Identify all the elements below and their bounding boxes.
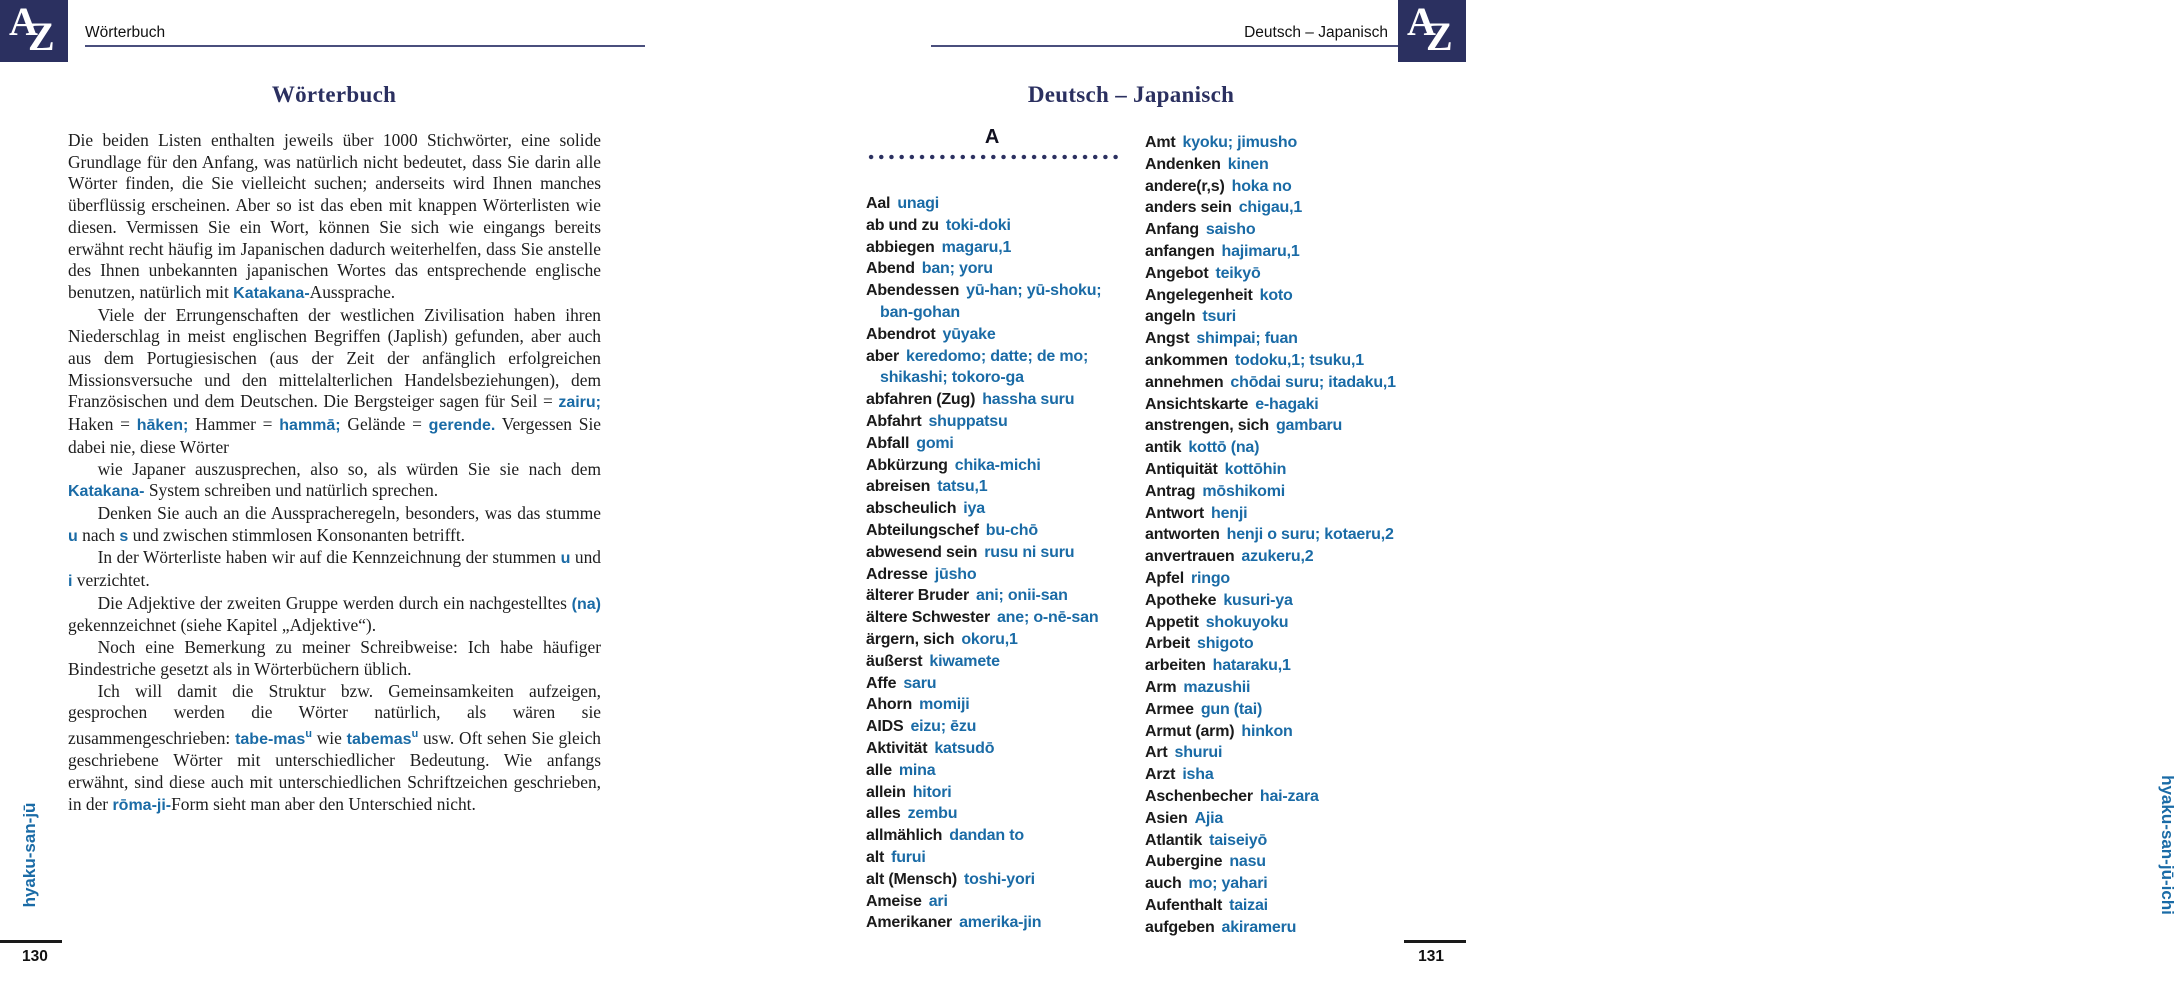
entry-japanese: toki-doki — [945, 216, 1011, 234]
entry-japanese: henji o suru; kotaeru,2 — [1226, 526, 1394, 544]
dict-entry — [1145, 808, 1397, 830]
entry-japanese: chika-michi — [954, 456, 1041, 474]
entry-german: Atlantik — [1145, 831, 1203, 849]
entry-japanese: mazushii — [1183, 678, 1251, 696]
entry-japanese: Ajia — [1194, 809, 1224, 827]
entry-japanese: mōshikomi — [1202, 482, 1286, 500]
running-head-right: Deutsch – Japanisch — [1244, 24, 1388, 41]
entry-german: Abteilungschef — [866, 521, 979, 539]
entry-german: Aufenthalt — [1145, 896, 1223, 914]
dict-entry — [1145, 568, 1397, 590]
entry-german: abfahren (Zug) — [866, 391, 976, 409]
japanese-term: hammā; — [279, 417, 341, 435]
entry-japanese: kyoku; jimusho — [1182, 134, 1298, 151]
entry-japanese: chōdai suru; itadaku,1 — [1230, 373, 1396, 391]
body-text-segment: und — [570, 547, 601, 568]
body-text-segment: Noch eine Bemerkung zu meiner Schreibweise: Ich habe häufiger Bindestriche gesetzt als in Wörterbüchern üblich. — [68, 637, 601, 679]
dict-entry — [866, 237, 1118, 259]
entry-japanese: saisho — [1205, 221, 1256, 239]
entry-german: alt — [866, 848, 885, 866]
entry-japanese: hataraku,1 — [1212, 657, 1291, 675]
logo-letter-z: Z — [28, 14, 55, 59]
entry-german: auch — [1145, 875, 1182, 893]
entry-german: anstrengen, sich — [1145, 417, 1269, 435]
entry-japanese: iya — [963, 500, 985, 518]
dict-entry — [1145, 677, 1397, 699]
entry-japanese: momiji — [919, 696, 970, 714]
entry-german: Armut (arm) — [1145, 722, 1235, 740]
entry-german: ärgern, sich — [866, 630, 955, 648]
paragraph — [68, 593, 601, 637]
entry-german: Amt — [1145, 134, 1176, 151]
side-label-left: hyaku-san-jū — [20, 802, 39, 908]
dict-entry — [866, 694, 1118, 716]
entry-japanese: keredomo; datte; de mo; shikashi; tokoro-ga — [880, 347, 1089, 387]
entry-german: Angelegenheit — [1145, 286, 1253, 304]
entry-german: Asien — [1145, 809, 1188, 827]
entry-german: Armee — [1145, 700, 1194, 718]
dict-entry — [866, 825, 1118, 847]
entry-german: aufgeben — [1145, 918, 1215, 936]
japanese-term: u — [411, 727, 419, 740]
dict-entry — [866, 782, 1118, 804]
entry-japanese: kiwamete — [929, 652, 1000, 670]
entry-japanese: ari — [928, 892, 948, 910]
entry-german: Abfahrt — [866, 412, 922, 430]
dict-entry — [866, 280, 1118, 324]
entry-japanese: shokuyoku — [1205, 613, 1289, 631]
entry-german: anvertrauen — [1145, 548, 1235, 566]
entry-japanese: todoku,1; tsuku,1 — [1234, 351, 1364, 369]
dict-entry — [1145, 132, 1397, 154]
entry-german: Angst — [1145, 330, 1190, 348]
body-text-segment: gekennzeichnet (siehe Kapitel „Adjektive“). — [68, 615, 377, 636]
body-text-segment: Gelände = — [340, 414, 429, 435]
entry-german: Affe — [866, 674, 897, 692]
entry-japanese: e-hagaki — [1255, 395, 1319, 413]
section-letter: A — [984, 126, 1000, 148]
entry-german: alt (Mensch) — [866, 870, 957, 888]
entry-german: ältere Schwester — [866, 609, 990, 627]
body-text-segment: In der Wörterliste haben wir auf die Kennzeichnung der stummen — [97, 547, 561, 568]
entry-japanese: hassha suru — [982, 391, 1075, 409]
body-text-segment: Vergessen Sie dabei nie, diese Wörter — [68, 414, 601, 457]
entry-japanese: mo; yahari — [1188, 875, 1268, 893]
dict-entry — [866, 193, 1118, 215]
entry-german: Antwort — [1145, 504, 1205, 522]
dict-entry — [866, 542, 1118, 564]
entry-german: alles — [866, 805, 901, 823]
entry-japanese: hinkon — [1241, 722, 1293, 740]
dict-entry — [866, 389, 1118, 411]
japanese-term: hāken; — [136, 417, 189, 435]
entry-japanese: kinen — [1227, 155, 1269, 173]
dict-entry — [1145, 263, 1397, 285]
entry-german: Ameise — [866, 892, 922, 910]
entry-german: andere(r,s) — [1145, 177, 1225, 195]
body-text-segment: Hammer = — [188, 414, 280, 435]
entry-japanese: hajimaru,1 — [1221, 242, 1300, 260]
entry-japanese: gambaru — [1275, 417, 1343, 435]
entry-japanese: gomi — [916, 434, 954, 452]
dict-entry — [1145, 764, 1397, 786]
dict-entry — [1145, 742, 1397, 764]
dictionary-column-2 — [1145, 132, 1397, 938]
entry-japanese: furui — [891, 848, 926, 866]
body-text-segment: Aussprache. — [309, 281, 396, 302]
dict-entry — [866, 803, 1118, 825]
entry-german: Anfang — [1145, 221, 1199, 239]
entry-german: angeln — [1145, 308, 1196, 326]
body-text-segment: Denken Sie auch an die Ausspracheregeln, besonders, was das stumme — [97, 502, 601, 523]
running-head-left: Wörterbuch — [85, 24, 166, 41]
entry-japanese: katsudō — [934, 739, 995, 757]
page-number-right: 131 — [1418, 948, 1444, 965]
dict-entry — [866, 891, 1118, 913]
right-page — [733, 0, 2177, 1000]
entry-japanese: isha — [1182, 766, 1214, 784]
page-number-left: 130 — [22, 948, 48, 965]
dict-entry — [1145, 721, 1397, 743]
dict-entry — [866, 520, 1118, 542]
entry-japanese: ani; onii-san — [976, 587, 1068, 605]
japanese-term: (na) — [571, 595, 601, 613]
body-text-segment: Haken = — [68, 414, 137, 435]
entry-german: Aal — [866, 195, 891, 212]
entry-japanese: taiseiyō — [1209, 831, 1268, 849]
dict-entry — [866, 346, 1118, 390]
entry-german: Adresse — [866, 565, 928, 583]
entry-german: Antiquität — [1145, 460, 1218, 478]
entry-german: alle — [866, 761, 892, 779]
body-text-segment: usw. Oft sehen Sie gleich geschriebene Wörter mit unterschiedlicher Bedeutung. Wie anfangs erwähnt, sind diese auch mit unterschiedlichen Schriftzeichen geschrieben, in der — [68, 727, 601, 814]
dict-entry — [1145, 633, 1397, 655]
footer-rule-right — [1404, 940, 1466, 943]
entry-japanese: kusuri-ya — [1223, 591, 1293, 609]
side-label-right: hyaku-san-jū-ichi — [2158, 775, 2177, 915]
dict-entry — [866, 324, 1118, 346]
entry-japanese: toshi-yori — [963, 870, 1035, 888]
dict-entry — [1145, 917, 1397, 939]
dict-entry — [866, 912, 1118, 934]
entry-german: ankommen — [1145, 351, 1228, 369]
entry-german: arbeiten — [1145, 657, 1206, 675]
dict-entry — [1145, 895, 1397, 917]
entry-japanese: kottō (na) — [1188, 439, 1260, 457]
entry-japanese: ane; o-nē-san — [996, 609, 1099, 627]
japanese-term: s — [119, 527, 129, 545]
entry-german: älterer Bruder — [866, 587, 970, 605]
dict-entry — [866, 651, 1118, 673]
dict-entry — [866, 607, 1118, 629]
entry-german: Aktivität — [866, 739, 928, 757]
entry-japanese: tsuri — [1202, 308, 1237, 326]
body-text-segment: Die beiden Listen enthalten jeweils über 1000 Stichwörter, eine solide Grundlage für den Anfang, was natürlich nicht bedeutet, dass Sie darin alle Wörter finden, die Sie vielleicht suchen; anderseits wird Ihnen manches überflüssig erscheinen. Aber so ist das eben mit knappen Wörterlisten wie diesen. Vermissen Sie ein Wort, können Sie sich wie eingangs bereits erwähnt recht häufig im Japanischen dadurch weiterhelfen, dass Sie anstelle des Ihnen unbekannten japanischen Wortes das entsprechende englische benutzen, natürlich mit — [68, 130, 601, 302]
entry-japanese: hai-zara — [1259, 787, 1319, 805]
paragraph — [68, 130, 601, 305]
dict-entry — [1145, 394, 1397, 416]
body-text-segment: Die Adjektive der zweiten Gruppe werden durch ein nachgestelltes — [97, 592, 572, 613]
entry-german: abreisen — [866, 478, 931, 496]
dict-entry — [1145, 655, 1397, 677]
entry-german: antworten — [1145, 526, 1220, 544]
entry-german: Ansichtskarte — [1145, 395, 1249, 413]
entry-japanese: bu-chō — [985, 521, 1038, 539]
entry-japanese: ban; yoru — [921, 260, 993, 278]
dict-entry — [1145, 546, 1397, 568]
entry-german: Abend — [866, 260, 915, 278]
entry-german: Amerikaner — [866, 914, 953, 932]
dict-entry — [1145, 786, 1397, 808]
dict-entry — [866, 455, 1118, 477]
left-page — [0, 0, 733, 1000]
entry-german: Angebot — [1145, 264, 1209, 282]
japanese-term: tabemas — [346, 730, 412, 748]
az-logo-right — [1398, 0, 1466, 62]
entry-german: Aubergine — [1145, 853, 1223, 871]
entry-german: annehmen — [1145, 373, 1224, 391]
paragraph — [68, 681, 601, 817]
entry-german: allein — [866, 783, 906, 801]
entry-japanese: shigoto — [1197, 635, 1254, 653]
entry-german: Arm — [1145, 678, 1177, 696]
dict-entry — [866, 673, 1118, 695]
entry-japanese: mina — [898, 761, 936, 779]
dict-entry — [866, 476, 1118, 498]
paragraph — [68, 503, 601, 547]
entry-japanese: magaru,1 — [941, 238, 1012, 256]
logo-letter-a: A — [1407, 0, 1436, 44]
dict-entry — [1145, 524, 1397, 546]
body-text-segment: Form sieht man aber den Unterschied nicht. — [171, 793, 476, 814]
entry-japanese: azukeru,2 — [1241, 548, 1314, 566]
dict-entry — [1145, 503, 1397, 525]
column-entries — [866, 193, 1118, 934]
entry-german: anfangen — [1145, 242, 1215, 260]
entry-japanese: rusu ni suru — [984, 543, 1075, 561]
entry-german: anders sein — [1145, 199, 1232, 217]
entry-german: Ahorn — [866, 696, 913, 714]
dict-entry — [866, 869, 1118, 891]
dict-entry — [1145, 285, 1397, 307]
dict-entry — [866, 433, 1118, 455]
entry-japanese: gun (tai) — [1200, 700, 1263, 718]
dict-entry — [1145, 176, 1397, 198]
body-text-segment: Viele der Errungenschaften der westlichen Zivilisation haben ihren Niederschlag in meist englischen Begriffen (Japlish) gefunden, aber auch aus dem Portugiesischen (aus der Zeit der anfänglich erfolgreichen Missionsversuche und den mittelalterlichen Handelsbeziehungen), dem Französischen und dem Deutschen. Die Bergsteiger sagen für Seil = — [68, 304, 601, 412]
body-text-segment: und zwischen stimmlosen Konsonanten betrifft. — [128, 524, 466, 545]
dict-entry — [1145, 459, 1397, 481]
column-entries — [1145, 132, 1397, 938]
japanese-term: Katakana- — [233, 284, 310, 302]
entry-japanese: yū-han; yū-shoku; ban-gohan — [880, 282, 1102, 321]
entry-german: Appetit — [1145, 613, 1199, 631]
right-page-title: Deutsch – Japanisch — [1027, 82, 1235, 107]
entry-german: antik — [1145, 439, 1182, 457]
body-text-segment: verzichtet. — [72, 570, 150, 591]
entry-japanese: shimpai; fuan — [1196, 330, 1298, 348]
entry-german: Antrag — [1145, 482, 1196, 500]
paragraph — [68, 459, 601, 503]
entry-german: ab und zu — [866, 216, 939, 234]
entry-japanese: chigau,1 — [1238, 199, 1303, 217]
entry-japanese: ringo — [1191, 569, 1231, 587]
dict-entry — [866, 411, 1118, 433]
dict-entry — [1145, 241, 1397, 263]
dict-entry — [866, 738, 1118, 760]
az-logo-left — [0, 0, 68, 62]
entry-german: abscheulich — [866, 500, 957, 518]
entry-german: abwesend sein — [866, 543, 978, 561]
body-text-segment: wie — [311, 727, 347, 748]
dict-entry — [1145, 415, 1397, 437]
dict-entry — [866, 760, 1118, 782]
dict-entry — [866, 215, 1118, 237]
entry-japanese: taizai — [1229, 896, 1268, 914]
dict-entry — [1145, 437, 1397, 459]
dict-entry — [866, 716, 1118, 738]
entry-japanese: eizu; ēzu — [910, 718, 977, 736]
header-rule-right — [931, 45, 1398, 47]
dict-entry — [1145, 154, 1397, 176]
entry-japanese: okoru,1 — [961, 630, 1018, 648]
dictionary-column-1 — [866, 126, 1118, 934]
paragraph — [68, 305, 601, 459]
dict-entry — [1145, 197, 1397, 219]
entry-german: Apotheke — [1145, 591, 1217, 609]
entry-german: Andenken — [1145, 155, 1221, 173]
dict-entry — [1145, 350, 1397, 372]
entry-japanese: yūyake — [942, 325, 996, 343]
dict-entry — [1145, 851, 1397, 873]
dict-entry — [1145, 612, 1397, 634]
section-dotted-rule — [866, 154, 1118, 160]
header-rule-left — [85, 45, 645, 47]
dict-entry — [1145, 481, 1397, 503]
entry-japanese: teikyō — [1215, 264, 1261, 282]
entry-german: abbiegen — [866, 238, 935, 256]
dict-entry — [866, 585, 1118, 607]
dict-entry — [1145, 219, 1397, 241]
entry-japanese: unagi — [897, 195, 939, 212]
entry-japanese: koto — [1259, 286, 1293, 304]
entry-japanese: akirameru — [1221, 918, 1297, 936]
entry-german: Arbeit — [1145, 635, 1191, 653]
dict-entry — [866, 258, 1118, 280]
body-text-segment: Ich will damit die Struktur bzw. Gemeinsamkeiten aufzeigen, gesprochen werden die Wörter natürlich, als wären sie zusammengeschrieben: — [68, 680, 601, 748]
dict-entry — [866, 498, 1118, 520]
entry-japanese: henji — [1211, 504, 1248, 522]
entry-german: Apfel — [1145, 569, 1185, 587]
entry-german: äußerst — [866, 652, 923, 670]
japanese-term: u — [305, 727, 312, 740]
japanese-term: u — [560, 550, 571, 568]
entry-german: Art — [1145, 744, 1168, 762]
japanese-term: zairu; — [558, 394, 601, 412]
entry-japanese: hitori — [912, 783, 952, 801]
entry-german: AIDS — [866, 718, 904, 736]
body-text-segment: nach — [77, 524, 120, 545]
japanese-term: tabe-mas — [235, 730, 306, 748]
paragraph — [68, 547, 601, 592]
dict-entry — [1145, 306, 1397, 328]
japanese-term: rōma-ji- — [112, 796, 172, 814]
logo-letter-a: A — [9, 0, 38, 44]
entry-japanese: dandan to — [949, 827, 1024, 845]
dict-entry — [1145, 328, 1397, 350]
entry-japanese: shurui — [1174, 744, 1223, 762]
body-text-segment: System schreiben und natürlich sprechen. — [144, 480, 439, 501]
japanese-term: gerende. — [428, 417, 496, 435]
entry-japanese: shuppatsu — [928, 412, 1008, 430]
entry-german: allmählich — [866, 827, 943, 845]
entry-japanese: tatsu,1 — [937, 478, 988, 496]
entry-japanese: nasu — [1229, 853, 1266, 871]
entry-german: Aschenbecher — [1145, 787, 1253, 805]
entry-japanese: kottōhin — [1224, 460, 1287, 478]
dict-entry — [1145, 699, 1397, 721]
entry-japanese: hoka no — [1231, 177, 1292, 195]
dict-entry — [1145, 873, 1397, 895]
entry-japanese: saru — [903, 674, 937, 692]
dict-entry — [1145, 590, 1397, 612]
entry-german: Abkürzung — [866, 456, 948, 474]
dict-entry — [1145, 372, 1397, 394]
footer-rule-left — [0, 940, 62, 943]
paragraph — [68, 637, 601, 680]
entry-japanese: zembu — [907, 805, 958, 823]
japanese-term: Katakana- — [68, 483, 145, 501]
left-page-body — [68, 130, 601, 817]
entry-german: Abfall — [866, 434, 910, 452]
dict-entry — [866, 629, 1118, 651]
entry-japanese: jūsho — [934, 565, 977, 583]
dict-entry — [866, 847, 1118, 869]
entry-german: aber — [866, 347, 899, 365]
logo-letter-z: Z — [1426, 14, 1453, 59]
left-page-title: Wörterbuch — [271, 82, 397, 107]
entry-german: Abendrot — [866, 325, 936, 343]
japanese-term: u — [68, 527, 78, 545]
dict-entry — [866, 564, 1118, 586]
dict-entry — [1145, 830, 1397, 852]
body-text-segment: wie Japaner auszusprechen, also so, als würden Sie sie nach dem — [97, 458, 601, 479]
entry-german: Abendessen — [866, 282, 960, 300]
entry-japanese: amerika-jin — [959, 914, 1042, 932]
entry-german: Arzt — [1145, 766, 1176, 784]
japanese-term: i — [68, 573, 73, 591]
